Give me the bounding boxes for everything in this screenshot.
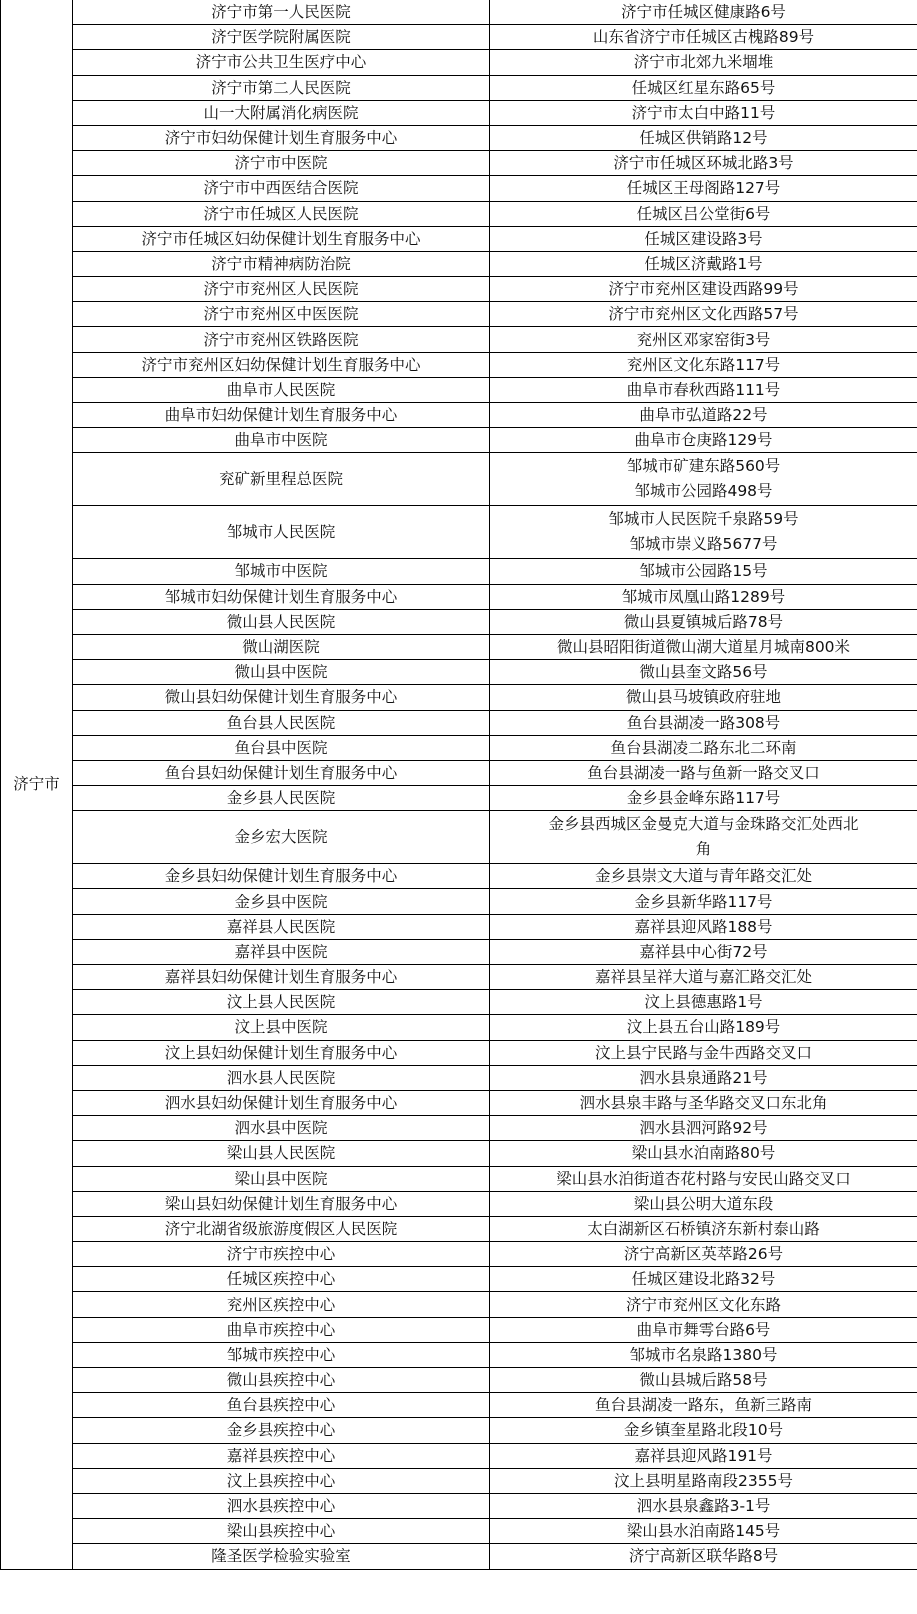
hospital-name-cell: 梁山县中医院 [73,1166,490,1191]
table-row [1,1468,917,1493]
hospital-name-cell: 曲阜市中医院 [73,428,490,453]
address-cell [490,990,917,1015]
address-line: 汶上县五台山路189号 [626,1018,781,1037]
address-cell [490,226,917,251]
table-row [1,302,917,327]
address-cell [490,660,917,685]
table-row [1,634,917,659]
address-cell [490,75,917,100]
address-cell [490,760,917,785]
address-line: 曲阜市弘道路22号 [639,406,768,425]
table-row [1,277,917,302]
address-cell [490,1519,917,1544]
address-line: 微山县夏镇城后路78号 [623,612,784,631]
address-line: 梁山县水泊南路80号 [631,1144,776,1163]
table-row [1,760,917,785]
address-line: 嘉祥县中心街72号 [639,942,768,961]
address-cell [490,1393,917,1418]
table-row [1,1040,917,1065]
hospital-name-cell: 济宁市公共卫生医疗中心 [73,50,490,75]
address-cell [490,584,917,609]
address-line: 邹城市名泉路1380号 [629,1345,778,1364]
table-row [1,1317,917,1342]
address-line: 曲阜市春秋西路111号 [626,380,781,399]
address-cell [490,811,917,864]
address-line: 济宁市任城区健康路6号 [621,3,786,22]
hospital-name-cell: 嘉祥县中医院 [73,939,490,964]
table-row [1,251,917,276]
hospital-name-cell: 汶上县妇幼保健计划生育服务中心 [73,1040,490,1065]
table-row [1,990,917,1015]
address-line: 梁山县公明大道东段 [633,1194,774,1213]
address-cell [490,403,917,428]
address-line: 汶上县宁民路与金牛西路交叉口 [594,1043,812,1062]
address-line: 任城区供销路12号 [639,129,768,148]
address-cell [490,1267,917,1292]
address-line: 任城区吕公堂街6号 [636,204,771,223]
hospital-name-cell: 曲阜市疾控中心 [73,1317,490,1342]
address-line: 金乡县金峰东路117号 [626,789,781,808]
table-row [1,1393,917,1418]
hospital-name-cell: 泗水县中医院 [73,1116,490,1141]
table-row [1,125,917,150]
hospital-name-cell: 汶上县人民医院 [73,990,490,1015]
table-row [1,25,917,50]
address-line: 汶上县德惠路1号 [644,993,763,1012]
address-line: 济宁市北郊九米堌堆 [633,53,774,72]
table-row [1,1090,917,1115]
address-cell [490,609,917,634]
address-line: 金乡县崇文大道与青年路交汇处 [594,867,812,886]
address-line: 泗水县泉通路21号 [639,1068,768,1087]
table-row [1,1216,917,1241]
hospital-name-cell: 汶上县中医院 [73,1015,490,1040]
address-line: 曲阜市舞雩台路6号 [636,1320,771,1339]
hospital-name-cell: 金乡宏大医院 [73,811,490,864]
table-row [1,1544,917,1569]
address-line: 济宁市太白中路11号 [631,103,776,122]
hospital-name-cell: 济宁市兖州区铁路医院 [73,327,490,352]
address-cell [490,302,917,327]
table-row [1,1443,917,1468]
table-row [1,1191,917,1216]
hospital-name-cell: 鱼台县疾控中心 [73,1393,490,1418]
address-cell [490,1418,917,1443]
hospital-name-cell: 济宁市妇幼保健计划生育服务中心 [73,125,490,150]
hospital-name-cell: 梁山县妇幼保健计划生育服务中心 [73,1191,490,1216]
hospital-name-cell: 邹城市疾控中心 [73,1342,490,1367]
address-cell [490,100,917,125]
address-cell [490,352,917,377]
hospital-name-cell: 曲阜市妇幼保健计划生育服务中心 [73,403,490,428]
address-line: 任城区红星东路65号 [631,78,776,97]
address-line: 济宁市兖州区文化东路 [625,1295,781,1314]
hospital-name-cell: 济宁市兖州区妇幼保健计划生育服务中心 [73,352,490,377]
table-row [1,377,917,402]
address-line: 济宁市兖州区文化西路57号 [608,305,799,324]
address-cell [490,125,917,150]
table-row [1,352,917,377]
hospital-name-cell: 隆圣医学检验实验室 [73,1544,490,1569]
address-line: 任城区建设路3号 [644,229,763,248]
hospital-name-cell: 泗水县人民医院 [73,1065,490,1090]
address-line: 任城区济戴路1号 [644,254,763,273]
table-row [1,1292,917,1317]
address-cell [490,151,917,176]
hospital-name-cell: 鱼台县人民医院 [73,710,490,735]
address-cell [490,1544,917,1569]
hospital-name-cell: 嘉祥县妇幼保健计划生育服务中心 [73,965,490,990]
table-row [1,1519,917,1544]
address-line: 泗水县泉鑫路3-1号 [636,1497,771,1516]
address-line: 金乡县新华路117号 [634,892,773,911]
address-cell [490,251,917,276]
address-line: 角 [695,840,712,859]
address-line: 济宁高新区联华路8号 [628,1547,779,1566]
table-row [1,609,917,634]
address-cell [490,428,917,453]
address-cell [490,453,917,506]
table-row [1,0,917,25]
address-cell [490,1166,917,1191]
table-row [1,1242,917,1267]
table-row [1,584,917,609]
address-line: 鱼台县湖凌一路东，鱼新三路南 [594,1396,812,1415]
table-body [1,0,917,1569]
address-cell [490,1242,917,1267]
table-row [1,1267,917,1292]
table-row [1,889,917,914]
address-line: 汶上县明星路南段2355号 [614,1471,793,1490]
table-row [1,1116,917,1141]
address-line: 泗水县泗河路92号 [639,1119,768,1138]
table-row [1,1015,917,1040]
address-cell [490,559,917,584]
address-cell [490,1065,917,1090]
table-row [1,1065,917,1090]
hospital-name-cell: 兖州区疾控中心 [73,1292,490,1317]
hospital-name-cell: 鱼台县中医院 [73,735,490,760]
address-cell [490,939,917,964]
table-row [1,506,917,559]
address-cell [490,1090,917,1115]
table-row [1,939,917,964]
address-cell [490,1040,917,1065]
address-line: 山东省济宁市任城区古槐路89号 [592,28,815,47]
hospital-name-cell: 微山县妇幼保健计划生育服务中心 [73,685,490,710]
address-line: 济宁市兖州区建设西路99号 [608,280,799,299]
address-cell [490,50,917,75]
hospital-name-cell: 济宁北湖省级旅游度假区人民医院 [73,1216,490,1241]
hospital-name-cell: 泗水县妇幼保健计划生育服务中心 [73,1090,490,1115]
address-line: 微山县昭阳街道微山湖大道星月城南800米 [556,638,851,657]
address-cell [490,506,917,559]
table-row [1,453,917,506]
hospital-name-cell: 济宁市疾控中心 [73,1242,490,1267]
address-line: 兖州区邓家窑街3号 [636,330,771,349]
address-line: 任城区建设北路32号 [631,1270,776,1289]
address-cell [490,1493,917,1518]
address-cell [490,710,917,735]
hospital-name-cell: 济宁医学院附属医院 [73,25,490,50]
hospital-name-cell: 金乡县妇幼保健计划生育服务中心 [73,864,490,889]
table-row [1,685,917,710]
address-line: 梁山县水泊街道杏花村路与安民山路交叉口 [556,1169,851,1188]
address-line: 梁山县水泊南路145号 [626,1522,781,1541]
address-cell [490,1216,917,1241]
hospital-name-cell: 泗水县疾控中心 [73,1493,490,1518]
address-line: 嘉祥县迎风路191号 [634,1446,773,1465]
table-row [1,327,917,352]
address-line: 嘉祥县呈祥大道与嘉汇路交汇处 [594,968,812,987]
hospital-name-cell: 鱼台县妇幼保健计划生育服务中心 [73,760,490,785]
address-line: 金乡县西城区金曼克大道与金珠路交汇处西北 [548,815,859,834]
address-line: 鱼台县湖凌二路东北二环南 [610,738,797,757]
table-row [1,1368,917,1393]
hospital-name-cell: 汶上县疾控中心 [73,1468,490,1493]
hospital-name-cell: 邹城市中医院 [73,559,490,584]
address-cell [490,864,917,889]
address-line: 微山县奎文路56号 [639,663,768,682]
address-cell [490,1116,917,1141]
hospital-name-cell: 金乡县中医院 [73,889,490,914]
address-cell [490,1443,917,1468]
address-cell [490,0,917,25]
table-row [1,176,917,201]
address-cell [490,1468,917,1493]
address-cell [490,1292,917,1317]
address-cell [490,377,917,402]
hospital-name-cell: 济宁市任城区妇幼保健计划生育服务中心 [73,226,490,251]
hospital-name-cell: 金乡县人民医院 [73,786,490,811]
address-line: 邹城市公园路15号 [639,562,768,581]
table-row [1,786,917,811]
address-cell [490,1141,917,1166]
table-row [1,151,917,176]
address-cell [490,25,917,50]
address-line: 泗水县泉丰路与圣华路交叉口东北角 [579,1094,828,1113]
address-line: 邹城市矿建东路560号 [626,457,781,476]
table-row [1,660,917,685]
table-row [1,50,917,75]
address-cell [490,889,917,914]
hospital-name-cell: 曲阜市人民医院 [73,377,490,402]
table-row [1,100,917,125]
address-cell [490,914,917,939]
address-cell [490,1368,917,1393]
address-line: 邹城市崇义路5677号 [629,535,778,554]
table-row [1,226,917,251]
table-row [1,428,917,453]
hospital-name-cell: 济宁市中西医结合医院 [73,176,490,201]
address-cell [490,786,917,811]
hospital-name-cell: 济宁市精神病防治院 [73,251,490,276]
address-cell [490,277,917,302]
address-line: 济宁高新区英萃路26号 [623,1245,784,1264]
hospital-name-cell: 兖矿新里程总医院 [73,453,490,506]
hospital-name-cell: 济宁市第一人民医院 [73,0,490,25]
hospital-name-cell: 济宁市兖州区人民医院 [73,277,490,302]
table-row [1,1418,917,1443]
address-line: 济宁市任城区环城北路3号 [613,154,794,173]
address-line: 邹城市人民医院千泉路59号 [608,510,799,529]
hospital-name-cell: 金乡县疾控中心 [73,1418,490,1443]
address-line: 金乡镇奎星路北段10号 [623,1421,784,1440]
address-cell [490,685,917,710]
address-line: 邹城市凤凰山路1289号 [621,587,786,606]
table-row [1,965,917,990]
address-line: 邹城市公园路498号 [634,482,773,501]
address-line: 嘉祥县迎风路188号 [634,917,773,936]
address-cell [490,1191,917,1216]
hospital-name-cell: 邹城市人民医院 [73,506,490,559]
table-row [1,75,917,100]
hospital-name-cell: 济宁市第二人民医院 [73,75,490,100]
table-row [1,1141,917,1166]
table-row [1,710,917,735]
address-cell [490,1015,917,1040]
address-line: 太白湖新区石桥镇济东新村泰山路 [587,1219,820,1238]
address-line: 微山县马坡镇政府驻地 [625,688,781,707]
hospital-name-cell: 嘉祥县人民医院 [73,914,490,939]
hospital-name-cell: 济宁市兖州区中医医院 [73,302,490,327]
table-row [1,811,917,864]
address-cell [490,327,917,352]
hospital-name-cell: 邹城市妇幼保健计划生育服务中心 [73,584,490,609]
table-row [1,914,917,939]
city-cell: 济宁市 [1,0,73,1569]
address-line: 鱼台县湖凌一路308号 [626,713,781,732]
address-cell [490,176,917,201]
address-cell [490,735,917,760]
address-line: 微山县城后路58号 [639,1371,768,1390]
table-row [1,403,917,428]
hospital-name-cell: 济宁市中医院 [73,151,490,176]
table-row [1,559,917,584]
hospital-name-cell: 济宁市任城区人民医院 [73,201,490,226]
address-cell [490,201,917,226]
hospital-name-cell: 任城区疾控中心 [73,1267,490,1292]
hospital-name-cell: 微山湖医院 [73,634,490,659]
hospital-name-cell: 梁山县人民医院 [73,1141,490,1166]
table-row [1,1342,917,1367]
hospital-name-cell: 微山县中医院 [73,660,490,685]
table-row [1,735,917,760]
table-row [1,1493,917,1518]
hospital-name-cell: 嘉祥县疾控中心 [73,1443,490,1468]
address-cell [490,1342,917,1367]
hospital-name-cell: 山一大附属消化病医院 [73,100,490,125]
address-line: 曲阜市仓庚路129号 [634,431,773,450]
address-cell [490,634,917,659]
table-row [1,201,917,226]
table-row [1,1166,917,1191]
address-line: 任城区王母阁路127号 [626,179,781,198]
address-line: 鱼台县湖凌一路与鱼新一路交叉口 [587,763,820,782]
hospital-name-cell: 梁山县疾控中心 [73,1519,490,1544]
hospital-name-cell: 微山县疾控中心 [73,1368,490,1393]
address-line: 兖州区文化东路117号 [626,355,781,374]
table-row [1,864,917,889]
hospital-name-cell: 微山县人民医院 [73,609,490,634]
address-cell [490,965,917,990]
address-cell [490,1317,917,1342]
